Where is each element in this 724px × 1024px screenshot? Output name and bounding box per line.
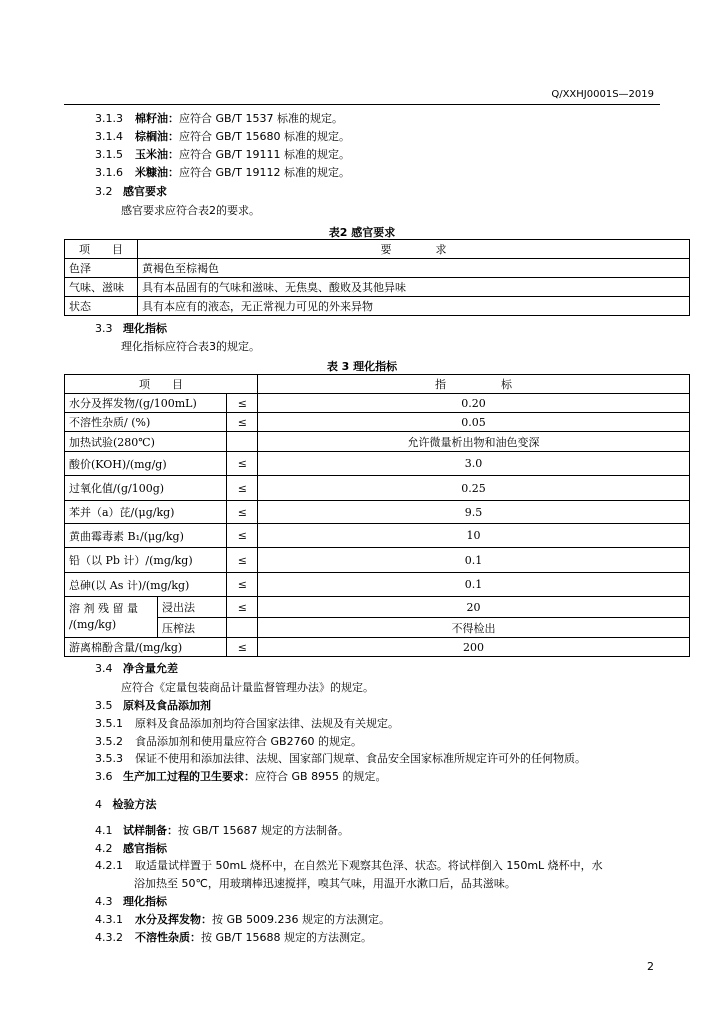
table-cell: ≤	[227, 524, 258, 548]
clause-4-3-1: 4.3.1 水分及挥发物：按 GB 5009.236 规定的方法测定。	[95, 913, 391, 926]
table-row	[65, 501, 690, 524]
section-3-2-heading: 3.2 感官要求	[95, 185, 167, 198]
table-cell: ≤	[227, 476, 258, 501]
table-cell: 0.1	[258, 548, 690, 573]
table-cell: ≤	[227, 394, 258, 413]
header-rule	[64, 104, 660, 105]
table-header-cell: 要 求	[138, 240, 690, 259]
table-cell: 允许微量析出物和油色变深	[258, 432, 690, 452]
table-cell: ≤	[227, 501, 258, 524]
section-3-6: 3.6 生产加工过程的卫生要求：应符合 GB 8955 的规定。	[95, 770, 387, 783]
table-cell: ≤	[227, 452, 258, 476]
clause-4-2-1: 4.2.1 取适量试样置于 50mL 烧杯中，在自然光下观察其色泽、状态。将试样倒入 150mL 烧杯中，水	[95, 859, 603, 872]
clause-3-5-2: 3.5.2 食品添加剂和使用量应符合 GB2760 的规定。	[95, 735, 363, 748]
table-header-cell: 指 标	[258, 375, 690, 394]
table-cell: 不溶性杂质/ (%)	[65, 413, 227, 432]
table-row	[65, 432, 690, 452]
table-cell: 不得检出	[258, 618, 690, 638]
table-cell: 10	[258, 524, 690, 548]
table-cell: 苯并（a）芘/(μg/kg)	[65, 501, 227, 524]
table-cell: 0.05	[258, 413, 690, 432]
clause-3-1-6: 3.1.6 米糠油：应符合 GB/T 19112 标准的规定。	[95, 166, 350, 179]
table-2	[64, 239, 690, 316]
table-cell: 具有本品固有的气味和滋味、无焦臭、酸败及其他异味	[138, 278, 690, 297]
table-cell: 游离棉酚含量/(mg/kg)	[65, 638, 227, 657]
table-cell: ≤	[227, 548, 258, 573]
table-cell	[227, 432, 258, 452]
clause-3-1-5: 3.1.5 玉米油：应符合 GB/T 19111 标准的规定。	[95, 148, 350, 161]
table-cell: 具有本应有的液态，无正常视力可见的外来异物	[138, 297, 690, 316]
clause-4-3-2: 4.3.2 不溶性杂质：按 GB/T 15688 规定的方法测定。	[95, 931, 372, 944]
table-cell: 0.20	[258, 394, 690, 413]
table-3-caption: 表 3 理化指标	[326, 360, 398, 373]
table-cell	[227, 618, 258, 638]
section-4-3-heading: 4.3 理化指标	[95, 895, 167, 908]
section-3-3-body: 理化指标应符合表3的规定。	[121, 340, 260, 353]
clause-3-1-4: 3.1.4 棕榈油：应符合 GB/T 15680 标准的规定。	[95, 130, 350, 143]
table-cell: 气味、滋味	[65, 278, 138, 297]
table-row	[65, 413, 690, 432]
table-cell: 铅（以 Pb 计）/(mg/kg)	[65, 548, 227, 573]
table-row	[65, 297, 690, 316]
table-cell: 9.5	[258, 501, 690, 524]
table-cell: 3.0	[258, 452, 690, 476]
table-row	[65, 240, 690, 259]
section-4-1: 4.1 试样制备：按 GB/T 15687 规定的方法制备。	[95, 824, 349, 837]
table-header-cell: 项 目	[65, 240, 138, 259]
table-cell: 水分及挥发物/(g/100mL)	[65, 394, 227, 413]
table-row	[65, 618, 690, 638]
section-3-3-heading: 3.3 理化指标	[95, 322, 167, 335]
table-cell: 过氧化值/(g/100g)	[65, 476, 227, 501]
table-cell: 浸出法	[158, 597, 227, 618]
table-row	[65, 452, 690, 476]
table-cell: ≤	[227, 597, 258, 618]
section-4-2-heading: 4.2 感官指标	[95, 842, 167, 855]
clause-3-5-1: 3.5.1 原料及食品添加剂均符合国家法律、法规及有关规定。	[95, 717, 399, 730]
table-row	[65, 597, 690, 618]
table-row	[65, 548, 690, 573]
table-cell: ≤	[227, 413, 258, 432]
clause-3-1-3: 3.1.3 棉籽油：应符合 GB/T 1537 标准的规定。	[95, 112, 343, 125]
table-cell: 0.1	[258, 573, 690, 597]
table-cell: 溶 剂 残 留 量 /(mg/kg)	[65, 597, 158, 638]
section-3-5-heading: 3.5 原料及食品添加剂	[95, 699, 211, 712]
clause-4-2-1-continued: 浴加热至 50℃，用玻璃棒迅速搅拌，嗅其气味，用温开水漱口后，品其滋味。	[134, 877, 516, 890]
table-cell: 0.25	[258, 476, 690, 501]
section-3-4-body: 应符合《定量包装商品计量监督管理办法》的规定。	[121, 681, 374, 694]
table-row	[65, 375, 690, 394]
table-cell: 酸价(KOH)/(mg/g)	[65, 452, 227, 476]
table-cell: 压榨法	[158, 618, 227, 638]
table-cell: ≤	[227, 638, 258, 657]
table-cell: 200	[258, 638, 690, 657]
table-row	[65, 573, 690, 597]
table-row	[65, 638, 690, 657]
table-cell: 加热试验(280℃)	[65, 432, 227, 452]
section-4-heading: 4 检验方法	[95, 798, 157, 811]
table-cell: ≤	[227, 573, 258, 597]
table-header-cell: 项 目	[65, 375, 258, 394]
table-row	[65, 259, 690, 278]
table-cell: 20	[258, 597, 690, 618]
section-3-2-body: 感官要求应符合表2的要求。	[121, 204, 260, 217]
table-row	[65, 394, 690, 413]
table-row	[65, 278, 690, 297]
page-number: 2	[647, 960, 654, 973]
section-3-4-heading: 3.4 净含量允差	[95, 662, 178, 675]
table-cell: 色泽	[65, 259, 138, 278]
table-row	[65, 476, 690, 501]
table-row	[65, 524, 690, 548]
table-2-caption: 表2 感官要求	[328, 226, 396, 239]
table-3	[64, 374, 690, 657]
table-cell: 状态	[65, 297, 138, 316]
table-cell: 黄曲霉毒素 B₁/(μg/kg)	[65, 524, 227, 548]
standard-code: Q/XXHJ0001S—2019	[551, 89, 654, 100]
clause-3-5-3: 3.5.3 保证不使用和添加法律、法规、国家部门规章、食品安全国家标准所规定许可外的任何物质。	[95, 752, 586, 765]
table-cell: 总砷(以 As 计)/(mg/kg)	[65, 573, 227, 597]
table-cell: 黄褐色至棕褐色	[138, 259, 690, 278]
